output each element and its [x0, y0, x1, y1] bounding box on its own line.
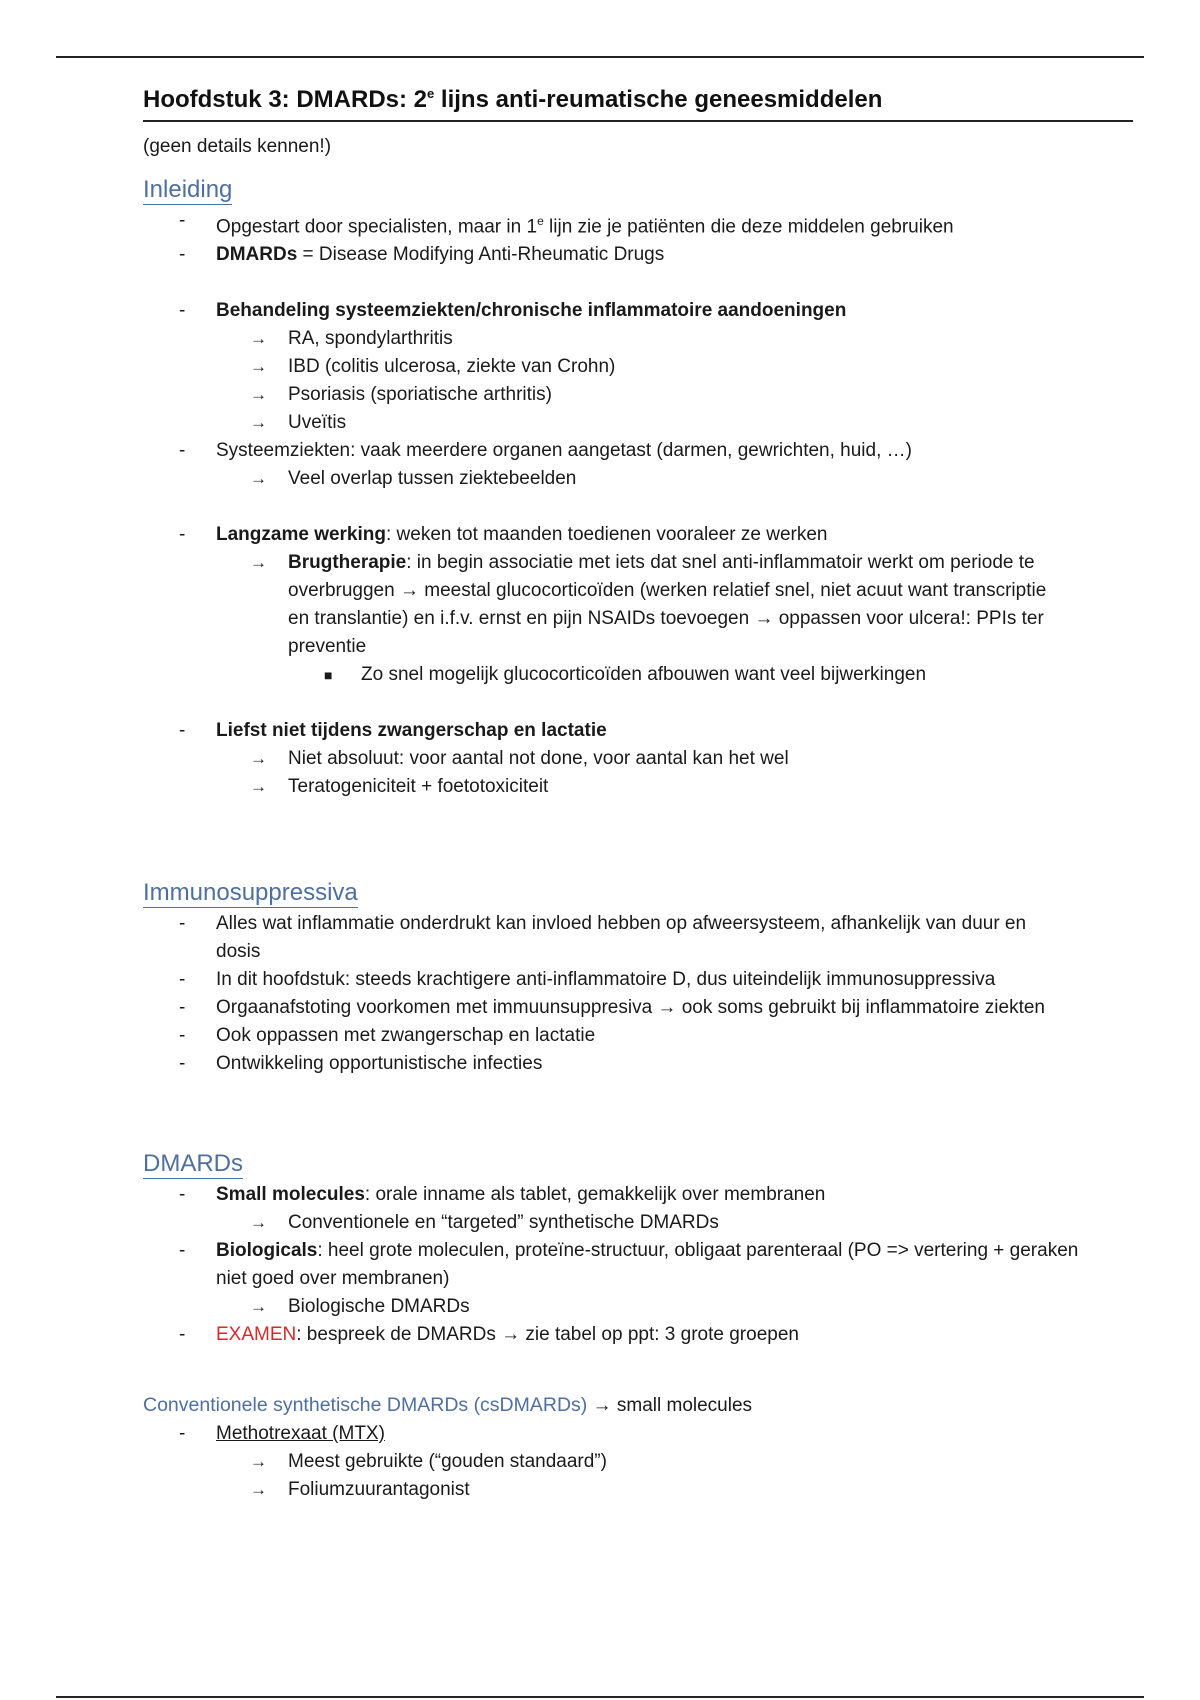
list-item: - Opgestart door specialisten, maar in 1e lijn zie je patiënten die deze middelen gebruiken	[179, 210, 954, 238]
sub-item: → Conventionele en “targeted” synthetische DMARDs	[250, 1212, 719, 1234]
list-item: - Ontwikkeling opportunistische infecties	[179, 1053, 543, 1075]
note: (geen details kennen!)	[143, 136, 332, 157]
sub-item: → IBD (colitis ulcerosa, ziekte van Crohn)	[250, 356, 616, 378]
list-item: - Orgaanafstoting voorkomen met immuunsuppresiva → ook soms gebruikt bij inflammatoire ziekten	[179, 997, 1045, 1019]
sub-item: → RA, spondylarthritis	[250, 328, 453, 350]
sub-item: → Teratogeniciteit + foetotoxiciteit	[250, 776, 549, 798]
subsection-heading: Conventionele synthetische DMARDs (csDMARDs) → small molecules	[143, 1394, 753, 1417]
sub-item: → Psoriasis (sporiatische arthritis)	[250, 384, 552, 406]
list-item: - DMARDs = Disease Modifying Anti-Rheumatic Drugs	[179, 244, 665, 266]
section-heading: DMARDs	[143, 1150, 243, 1178]
list-item: - Small molecules: orale inname als tablet, gemakkelijk over membranen	[179, 1184, 826, 1206]
sub-item: → Brugtherapie: in begin associatie met iets dat snel anti-inflammatoir werkt om periode te	[250, 552, 1035, 574]
section-heading: Inleiding	[143, 176, 233, 203]
list-item: - Ook oppassen met zwangerschap en lactatie	[179, 1025, 596, 1047]
chapter-title: Hoofdstuk 3: DMARDs: 2e lijns anti-reumatische geneesmiddelen	[143, 86, 1133, 122]
document-body	[143, 86, 1133, 1504]
list-item: - Biologicals: heel grote moleculen, proteïne-structuur, obligaat parenteraal (PO => vertering + geraken	[179, 1240, 1079, 1262]
list-item: - Systeemziekten: vaak meerdere organen aangetast (darmen, gewrichten, huid, …)	[179, 440, 912, 462]
section-heading: Immunosuppressiva	[143, 879, 358, 907]
section-inleiding	[143, 176, 1133, 801]
sub-item-continued: en translantie) en i.f.v. ernst en pijn NSAIDs toevoegen → oppassen voor ulcera!: PPIs ter	[288, 608, 1044, 630]
sub-item-continued: preventie	[288, 636, 367, 658]
section-dmards	[143, 1150, 1133, 1349]
sub-item-continued: overbruggen → meestal glucocorticoïden (werken relatief snel, niet acuut want transcriptie	[288, 580, 1047, 602]
list-item: - Alles wat inflammatie onderdrukt kan invloed hebben op afweersysteem, afhankelijk van duur en	[179, 913, 1027, 935]
sub-item: → Meest gebruikte (“gouden standaard”)	[250, 1451, 607, 1473]
list-item: - Behandeling systeemziekten/chronische inflammatoire aandoeningen	[179, 300, 847, 322]
section-csdmards	[143, 1391, 1133, 1504]
sub-item: → Niet absoluut: voor aantal not done, voor aantal kan het wel	[250, 748, 789, 770]
sub-item: → Uveïtis	[250, 412, 347, 434]
list-item: - EXAMEN: bespreek de DMARDs → zie tabel op ppt: 3 grote groepen	[179, 1324, 799, 1346]
list-item: - Methotrexaat (MTX)	[179, 1423, 385, 1445]
list-item: - Liefst niet tijdens zwangerschap en lactatie	[179, 720, 607, 742]
bottom-rule	[56, 1696, 1144, 1698]
top-rule	[56, 56, 1144, 58]
sub-item: → Veel overlap tussen ziektebeelden	[250, 468, 577, 490]
sub-sub-item: ■ Zo snel mogelijk glucocorticoïden afbouwen want veel bijwerkingen	[324, 664, 927, 686]
sub-item: → Foliumzuurantagonist	[250, 1479, 470, 1501]
list-item-continued: niet goed over membranen)	[216, 1268, 450, 1290]
list-item-continued: dosis	[216, 941, 261, 963]
sub-item: → Biologische DMARDs	[250, 1296, 470, 1318]
list-item: - Langzame werking: weken tot maanden toedienen vooraleer ze werken	[179, 524, 828, 546]
section-immunosuppressiva	[143, 879, 1133, 1078]
list-item: - In dit hoofdstuk: steeds krachtigere anti-inflammatoire D, dus uiteindelijk immunosuppressiva	[179, 969, 996, 991]
